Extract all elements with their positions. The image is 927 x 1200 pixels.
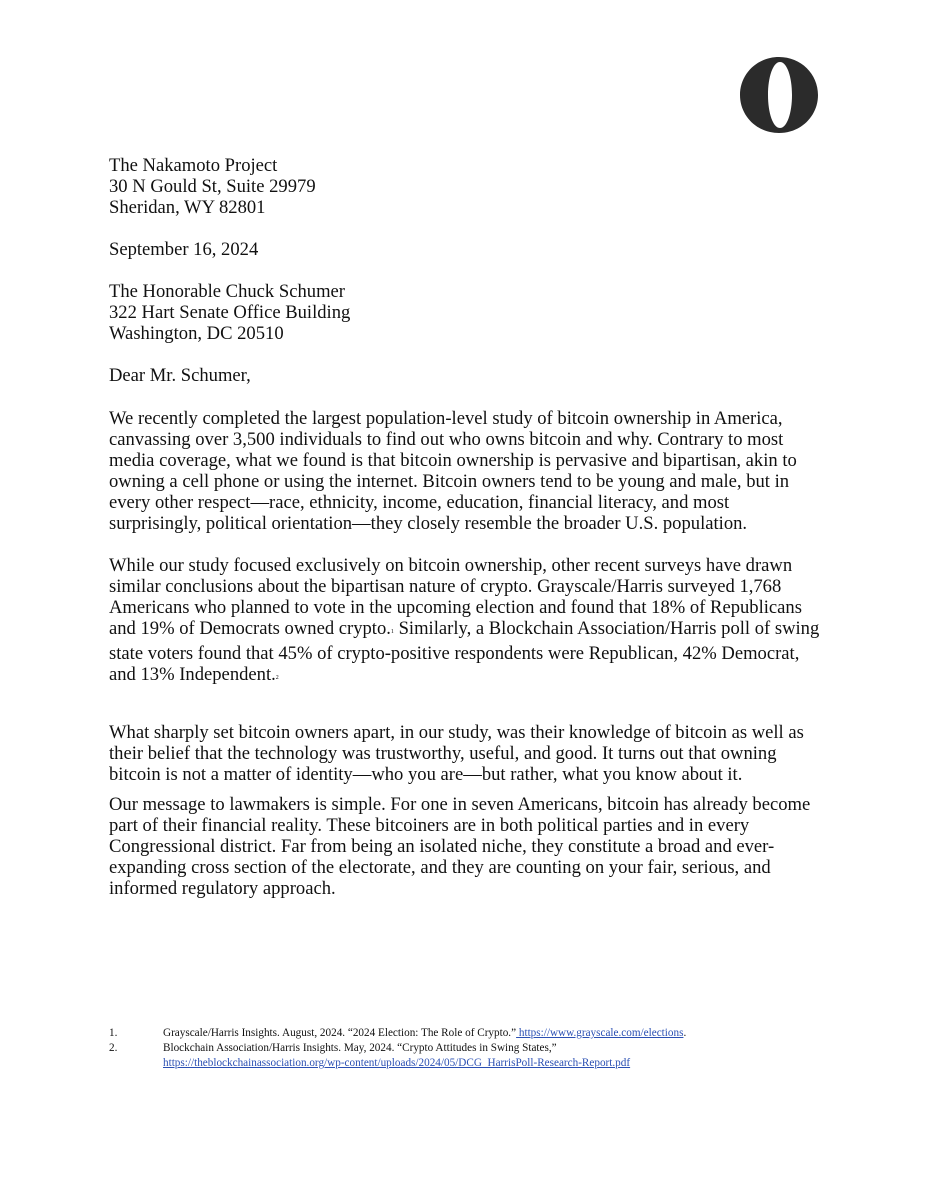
- paragraph-4: [109, 794, 829, 899]
- recipient-address: [109, 281, 829, 344]
- paragraph-line: owning a cell phone or using the internet. Bitcoin owners tend to be young and male, but in: [109, 471, 790, 492]
- salutation: [109, 365, 829, 386]
- paragraph-line: We recently completed the largest population-level study of bitcoin ownership in America,: [109, 408, 783, 429]
- letter-date: [109, 239, 829, 260]
- paragraph-line: media coverage, what we found is that bitcoin ownership is pervasive and bipartisan, akin to: [109, 450, 797, 471]
- paragraph-line: What sharply set bitcoin owners apart, in our study, was their knowledge of bitcoin as well as: [109, 722, 804, 743]
- paragraph-line-with-footnote: [109, 618, 829, 643]
- sender-name: The Nakamoto Project: [109, 155, 278, 176]
- footnote-number: 2.: [109, 1042, 118, 1054]
- footnote-period: .: [683, 1027, 687, 1039]
- recipient-name: The Honorable Chuck Schumer: [109, 281, 345, 302]
- paragraph-line: Congressional district. Far from being an isolated niche, they constitute a broad and ever-: [109, 836, 775, 857]
- paragraph-line: informed regulatory approach.: [109, 878, 336, 899]
- paragraph-line: Our message to lawmakers is simple. For one in seven Americans, bitcoin has already become: [109, 794, 811, 815]
- paragraph-text: and 13% Independent.: [109, 664, 276, 685]
- footnote-marker-2[interactable]: 2: [275, 675, 279, 681]
- paragraph-text: and 19% of Democrats owned crypto.: [109, 618, 391, 639]
- paragraph-3: [109, 722, 829, 785]
- recipient-building: 322 Hart Senate Office Building: [109, 302, 351, 323]
- paragraph-text: Similarly, a Blockchain Association/Harris poll of swing: [393, 618, 820, 639]
- recipient-city: Washington, DC 20510: [109, 323, 284, 344]
- paragraph-line: bitcoin is not a matter of identity—who you are—but rather, what you know about it.: [109, 764, 743, 785]
- paragraph-line: every other respect—race, ethnicity, income, education, financial literacy, and most: [109, 492, 730, 513]
- paragraph-line: Americans who planned to vote in the upcoming election and found that 18% of Republicans: [109, 597, 802, 618]
- paragraph-line-with-footnote: [109, 664, 829, 689]
- paragraph-line: similar conclusions about the bipartisan nature of crypto. Grayscale/Harris surveyed 1,768: [109, 576, 782, 597]
- paragraph-line: surprisingly, political orientation—they closely resemble the broader U.S. population.: [109, 513, 748, 534]
- footnote-marker-1[interactable]: 1: [390, 629, 394, 635]
- paragraph-line: their belief that the technology was trustworthy, useful, and good. It turns out that owning: [109, 743, 777, 764]
- footnote-link[interactable]: https://www.grayscale.com/elections: [516, 1027, 684, 1039]
- paragraph-line: While our study focused exclusively on bitcoin ownership, other recent surveys have drawn: [109, 555, 793, 576]
- footnote-text: Grayscale/Harris Insights. August, 2024. “2024 Election: The Role of Crypto.”: [163, 1027, 517, 1039]
- sender-address: [109, 155, 829, 218]
- footnotes: [109, 1026, 809, 1071]
- paragraph-2: [109, 555, 829, 689]
- footnote-link[interactable]: https://theblockchainassociation.org/wp-content/uploads/2024/05/DCG_HarrisPoll-Research-Report.pdf: [163, 1057, 631, 1069]
- footnote-1: [109, 1026, 809, 1041]
- sender-street: 30 N Gould St, Suite 29979: [109, 176, 316, 197]
- paragraph-line: part of their financial reality. These bitcoiners are in both political parties and in every: [109, 815, 750, 836]
- footnote-link-line: [109, 1056, 809, 1071]
- date-text: September 16, 2024: [109, 239, 259, 260]
- footnote-number: 1.: [109, 1027, 118, 1039]
- nakamoto-project-logo-icon: [739, 55, 819, 135]
- paragraph-line: state voters found that 45% of crypto-positive respondents were Republican, 42% Democrat,: [109, 643, 800, 664]
- sender-city: Sheridan, WY 82801: [109, 197, 266, 218]
- paragraph-line: expanding cross section of the electorate, and they are counting on your fair, serious, and: [109, 857, 771, 878]
- paragraph-line: canvassing over 3,500 individuals to find out who owns bitcoin and why. Contrary to most: [109, 429, 784, 450]
- salutation-text: Dear Mr. Schumer,: [109, 365, 251, 386]
- footnote-text: Blockchain Association/Harris Insights. May, 2024. “Crypto Attitudes in Swing States,”: [163, 1042, 557, 1054]
- paragraph-1: [109, 408, 829, 534]
- footnote-2: [109, 1041, 809, 1071]
